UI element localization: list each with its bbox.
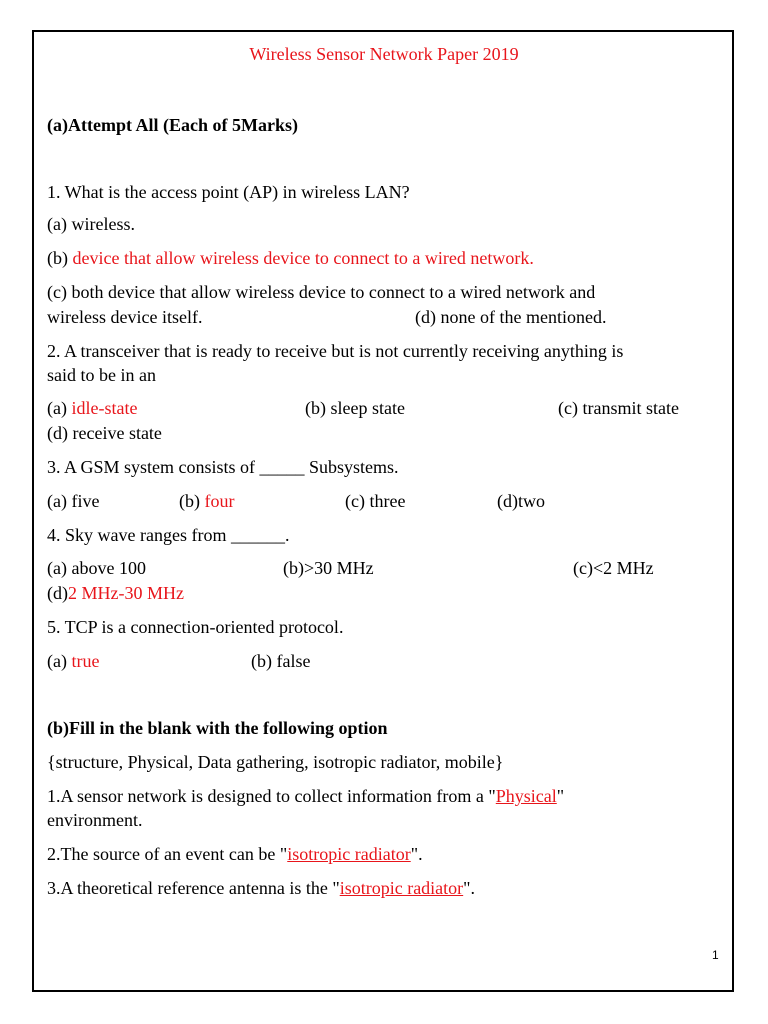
section-a-heading: (a)Attempt All (Each of 5Marks) (47, 115, 298, 135)
q5-option-a (47, 650, 99, 672)
page-number: 1 (712, 948, 719, 962)
q1-option-a: (a) wireless. (47, 214, 135, 234)
fill-2-answer: isotropic radiator (287, 844, 411, 864)
q2-option-b: (b) sleep state (305, 398, 405, 418)
q5-answer: true (71, 651, 100, 671)
q3-answer: four (204, 491, 235, 511)
section-b-heading: (b)Fill in the blank with the following option (47, 718, 388, 738)
q2-answer: idle-state (71, 398, 138, 418)
q1-answer: device that allow wireless device to connect to a wired network. (72, 248, 534, 268)
fill-1-answer: Physical (495, 786, 557, 806)
q2-option-c: (c) transmit state (558, 398, 679, 418)
q4-question: 4. Sky wave ranges from ______. (47, 525, 290, 545)
fill-2 (47, 843, 423, 865)
q2-question-line2: said to be in an (47, 365, 156, 385)
q4-option-b: (b)>30 MHz (283, 558, 374, 578)
fill-3-suffix: ". (463, 878, 476, 898)
fill-1-prefix: 1.A sensor network is designed to collect information from a " (47, 786, 496, 806)
q5-option-a-prefix: (a) (47, 651, 72, 671)
fill-2-suffix: ". (410, 844, 423, 864)
q1-option-d: (d) none of the mentioned. (415, 307, 607, 327)
section-b-options: {structure, Physical, Data gathering, isotropic radiator, mobile} (47, 752, 504, 772)
page-title: Wireless Sensor Network Paper 2019 (249, 44, 519, 64)
q4-option-a: (a) above 100 (47, 558, 146, 578)
fill-3-answer: isotropic radiator (339, 878, 464, 898)
q3-option-b-prefix: (b) (179, 491, 205, 511)
fill-1-line2: environment. (47, 810, 143, 830)
q5-option-b: (b) false (251, 651, 311, 671)
q4-option-d (47, 582, 184, 604)
q2-option-a-prefix: (a) (47, 398, 72, 418)
q2-option-a (47, 397, 137, 419)
q3-option-a: (a) five (47, 491, 100, 511)
fill-1-suffix: " (556, 786, 565, 806)
q4-answer: 2 MHz-30 MHz (68, 583, 184, 603)
q5-question: 5. TCP is a connection-oriented protocol. (47, 617, 344, 637)
q2-question-line1: 2. A transceiver that is ready to receive but is not currently receiving anything is (47, 341, 624, 361)
fill-2-prefix: 2.The source of an event can be " (47, 844, 288, 864)
q1-option-b-prefix: (b) (47, 248, 73, 268)
q4-option-c: (c)<2 MHz (573, 558, 654, 578)
q3-option-c: (c) three (345, 491, 406, 511)
q2-option-d: (d) receive state (47, 423, 162, 443)
q1-option-c-line2: wireless device itself. (47, 307, 203, 327)
q4-option-d-prefix: (d) (47, 583, 68, 603)
fill-3-prefix: 3.A theoretical reference antenna is the " (47, 878, 340, 898)
q3-option-d: (d)two (497, 491, 545, 511)
q1-option-b (47, 247, 534, 269)
q3-question: 3. A GSM system consists of _____ Subsystems. (47, 457, 399, 477)
q1-option-c-line1: (c) both device that allow wireless device to connect to a wired network and (47, 282, 596, 302)
fill-1 (47, 785, 564, 807)
fill-3 (47, 877, 475, 899)
q1-question: 1. What is the access point (AP) in wireless LAN? (47, 182, 410, 202)
q3-option-b (179, 490, 235, 512)
